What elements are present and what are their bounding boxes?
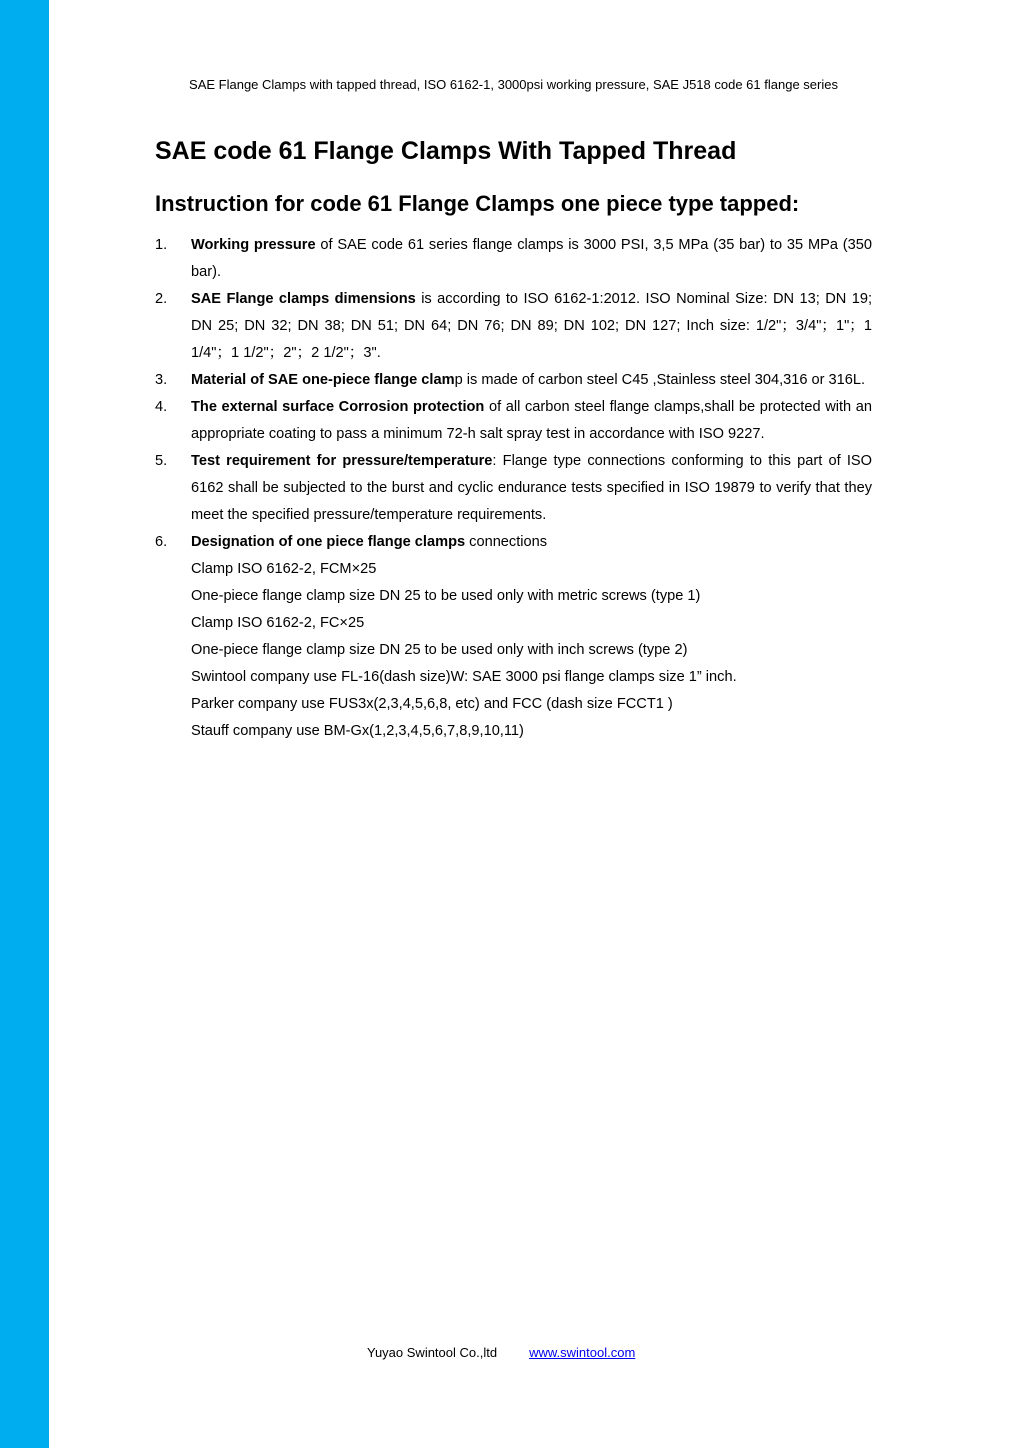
page-title: SAE code 61 Flange Clamps With Tapped Thread: [155, 137, 737, 165]
list-item: [155, 529, 872, 745]
item-key-phrase: The external surface Corrosion protection: [191, 399, 485, 415]
list-item: [155, 232, 872, 286]
item-number: 1.: [155, 237, 168, 253]
item-body: [191, 529, 872, 556]
instruction-list: [155, 232, 872, 745]
running-header: SAE Flange Clamps with tapped thread, ISO 6162-1, 3000psi working pressure, SAE J518 code 61 flange series: [189, 77, 838, 92]
page-footer: [367, 1344, 635, 1362]
item-body: [191, 367, 872, 394]
item-number: 4.: [155, 399, 168, 415]
footer-website-link[interactable]: www.swintool.com: [529, 1345, 636, 1360]
designation-line: One-piece flange clamp size DN 25 to be used only with inch screws (type 2): [191, 642, 688, 658]
item-key-phrase: Designation of one piece flange clamps: [191, 534, 466, 550]
item-key-phrase: SAE Flange clamps dimensions: [191, 291, 416, 307]
item-number: 5.: [155, 453, 168, 469]
item-body: [191, 448, 872, 529]
footer-company: Yuyao Swintool Co.,ltd: [367, 1345, 498, 1360]
item-key-phrase: Test requirement for pressure/temperature: [191, 453, 493, 469]
item-key-phrase: Material of SAE one-piece flange clam: [191, 372, 455, 388]
item-body: [191, 394, 872, 448]
item-text: of SAE code 61 series flange clamps is 3000 PSI, 3,5 MPa (35 bar) to 35 MPa (350 bar).: [191, 237, 872, 280]
item-body: [191, 232, 872, 286]
list-item: [155, 367, 872, 394]
designation-line: Swintool company use FL-16(dash size)W: SAE 3000 psi flange clamps size 1” inch.: [191, 669, 737, 685]
list-item: [155, 448, 872, 529]
designation-line: Parker company use FUS3x(2,3,4,5,6,8, etc) and FCC (dash size FCCT1 ): [191, 696, 673, 712]
item-text: connections: [465, 534, 548, 550]
section-heading: Instruction for code 61 Flange Clamps one piece type tapped:: [155, 191, 800, 216]
item-text: of all carbon steel flange clamps,shall be protected with an appropriate coating to pass a minimum 72-h salt spray test in accordance with ISO 9227.: [191, 399, 872, 442]
designation-line: Clamp ISO 6162-2, FCM×25: [191, 561, 377, 577]
item-text: p is made of carbon steel C45 ,Stainless steel 304,316 or 316L.: [454, 372, 866, 388]
item-number: 3.: [155, 372, 168, 388]
list-item: [155, 286, 872, 367]
list-item: [155, 394, 872, 448]
item-number: 2.: [155, 291, 168, 307]
designation-line: Stauff company use BM-Gx(1,2,3,4,5,6,7,8,9,10,11): [191, 723, 524, 739]
item-number: 6.: [155, 534, 168, 550]
item-text: : Flange type connections conforming to this part of ISO 6162 shall be subjected to the burst and cyclic endurance tests specified in ISO 19879 to verify that they meet the specified pressure/temperature requirements.: [191, 453, 872, 523]
item-body: [191, 286, 872, 367]
side-color-bar: [0, 0, 49, 1448]
designation-line: One-piece flange clamp size DN 25 to be used only with metric screws (type 1): [191, 588, 701, 604]
designation-line: Clamp ISO 6162-2, FC×25: [191, 615, 365, 631]
item-key-phrase: Working pressure: [191, 237, 316, 253]
item-text: is according to ISO 6162-1:2012. ISO Nominal Size: DN 13; DN 19; DN 25; DN 32; DN 38; DN 51; DN 64; DN 76; DN 89; DN 102; DN 127; Inch size: 1/2"；3/4"；1"；1 1/4"；1 1/2"；2"；2 1/2"；3".: [191, 291, 872, 361]
